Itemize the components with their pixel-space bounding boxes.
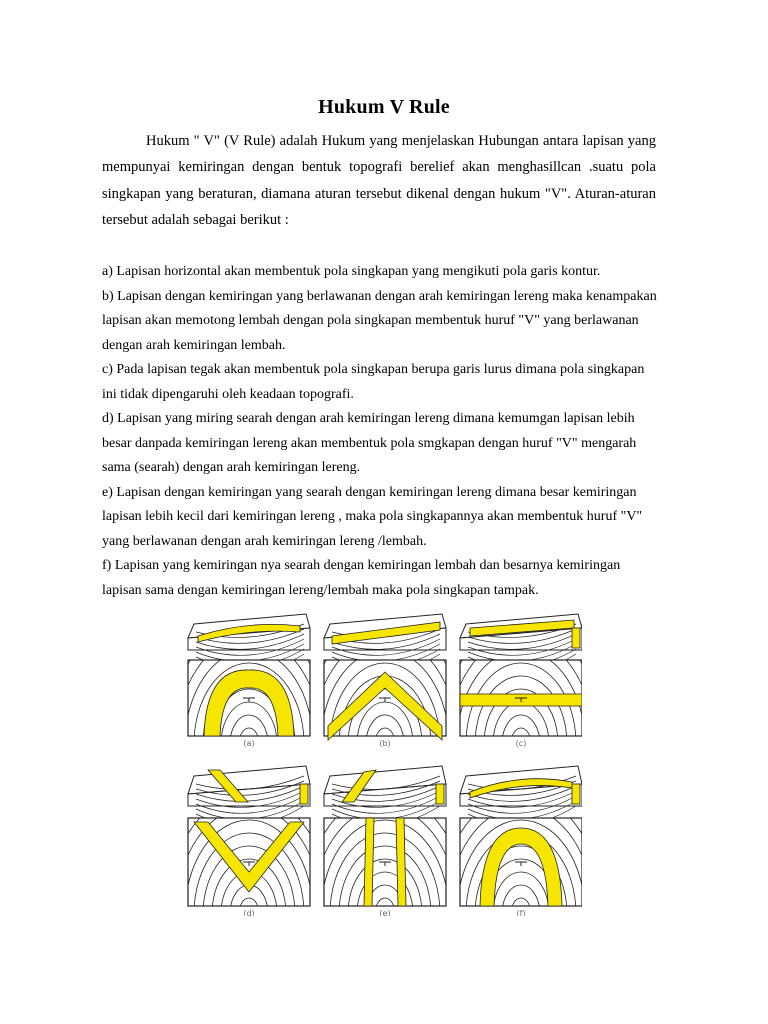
block-diagram-e — [324, 766, 446, 825]
bed-section — [572, 628, 580, 648]
bed-section — [572, 784, 580, 804]
panel-label: (c) — [515, 739, 527, 748]
block-diagram-d — [188, 766, 310, 825]
bed-section — [436, 784, 444, 804]
rule-item-d: d) Lapisan yang miring searah dengan arah kemiringan lereng dimana kemumgan lapisan lebih besar danpada kemiringan lereng akan membentuk pola smgkapan dengan huruf "V" mengarah sama (searah) dengan arah kemiringan lereng. — [102, 411, 637, 475]
page-title: Hukum V Rule — [318, 96, 450, 118]
rule-item-f: f) Lapisan yang kemiringan nya searah dengan kemiringan lembah dan besarnya kemiringan lapisan sama dengan kemiringan lereng/lembah maka pola singkapan tampak. — [102, 558, 621, 598]
rule-list — [102, 260, 662, 603]
block-diagram-f — [460, 766, 582, 825]
rule-item-b: b) Lapisan dengan kemiringan yang berlawanan dengan arah kemiringan lereng maka kenampakan lapisan akan memotong lembah dengan pola singkapan membentuk huruf "V" yang berlawanan dengan arah kemiringan lembah. — [102, 288, 657, 353]
panel-label: (f) — [516, 909, 526, 916]
panel-label: (e) — [379, 909, 391, 916]
v-rule-diagram — [186, 610, 582, 916]
panel-label: (a) — [243, 739, 255, 748]
rule-item-e: e) Lapisan dengan kemiringan yang searah dengan kemiringan lereng dimana besar kemiringan lapisan lebih kecil dari kemiringan lereng , maka pola singkapannya akan membentuk huruf "V" yang berlawanan dengan arah kemiringan lereng /lembah. — [102, 484, 643, 549]
rule-item-c: c) Pada lapisan tegak akan membentuk pola singkapan berupa garis lurus dimana pola singkapan ini tidak dipengaruhi oleh keadaan topografi. — [102, 362, 645, 402]
panel-label: (d) — [243, 909, 255, 916]
panel-label: (b) — [379, 739, 391, 748]
v-rule-figure — [186, 610, 582, 916]
intro-paragraph: Hukum " V" (V Rule) adalah Hukum yang menjelaskan Hubungan antara lapisan yang mempunyai kemiringan dengan bentuk topografi berelief akan menghasillcan .suatu pola singkapan yang beraturan, diamana aturan tersebut dikenal dengan hukum "V". Aturan-aturan tersebut adalah sebagai berikut : — [102, 133, 656, 228]
rule-item-a: a) Lapisan horizontal akan membentuk pola singkapan yang mengikuti pola garis kontur. — [102, 264, 601, 279]
bed-section — [300, 784, 308, 804]
